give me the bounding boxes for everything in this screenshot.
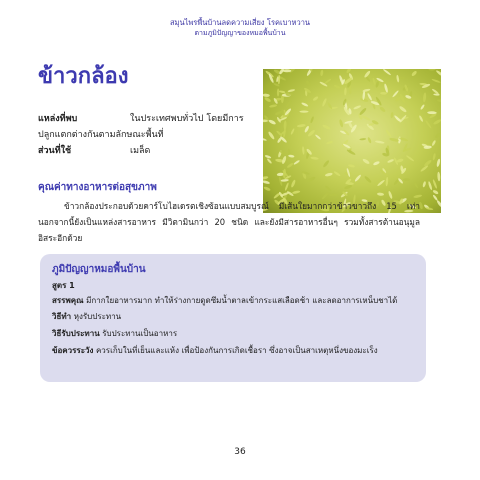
wisdom-heading: ภูมิปัญญาหมอพื้นบ้าน bbox=[52, 264, 146, 275]
rice-grain bbox=[354, 174, 362, 182]
source-label: แหล่งที่พบ bbox=[38, 114, 78, 124]
rice-grain bbox=[380, 92, 387, 95]
rice-grain bbox=[425, 120, 432, 129]
method-row bbox=[52, 311, 424, 323]
rice-grain bbox=[304, 125, 310, 133]
rice-grain bbox=[413, 182, 418, 189]
rice-grain bbox=[264, 96, 272, 102]
rice-grain bbox=[367, 93, 373, 101]
rice-grain bbox=[269, 104, 277, 108]
rice-grain bbox=[422, 181, 426, 188]
rice-grain bbox=[420, 104, 425, 110]
rice-grain bbox=[432, 194, 438, 201]
rice-grain bbox=[301, 102, 309, 107]
rice-grain bbox=[263, 93, 270, 97]
rice-grain bbox=[396, 75, 400, 83]
rice-grain bbox=[406, 155, 415, 162]
rice-grain bbox=[437, 99, 441, 102]
rice-grain bbox=[436, 200, 441, 208]
part-label: ส่วนที่ใช้ bbox=[38, 146, 72, 156]
rice-grain bbox=[324, 78, 331, 84]
rice-grain bbox=[286, 162, 294, 168]
rice-grain bbox=[284, 182, 289, 191]
method-label: วิธีทำ bbox=[52, 312, 72, 321]
rice-grain bbox=[392, 90, 399, 98]
rice-grain bbox=[385, 177, 388, 187]
rice-grain bbox=[372, 77, 376, 85]
rice-grain bbox=[348, 164, 355, 168]
rice-grain bbox=[364, 175, 372, 183]
rice-grain bbox=[419, 115, 424, 122]
rice-grain bbox=[390, 112, 393, 119]
rice-grain bbox=[267, 131, 275, 140]
rice-grain bbox=[303, 87, 311, 94]
nutrition-heading: คุณค่าทางอาหารต่อสุขภาพ bbox=[38, 182, 157, 193]
caution-row bbox=[52, 345, 424, 357]
rice-grain bbox=[353, 105, 361, 110]
rice-grain bbox=[322, 160, 330, 168]
usage-text: รับประทานเป็นอาหาร bbox=[102, 329, 178, 338]
rice-grain bbox=[290, 128, 295, 135]
rice-grain bbox=[299, 111, 308, 113]
rice-grain bbox=[297, 124, 306, 128]
rice-grain bbox=[432, 189, 439, 195]
rice-grain bbox=[263, 186, 271, 192]
rice-grain bbox=[428, 181, 433, 190]
rice-grain bbox=[326, 140, 333, 144]
rice-grain bbox=[349, 86, 351, 95]
rice-grain bbox=[431, 140, 436, 147]
property-label: สรรพคุณ bbox=[52, 296, 84, 305]
rice-grain bbox=[431, 78, 441, 83]
rice-grain bbox=[285, 100, 292, 108]
rice-grain bbox=[293, 160, 300, 166]
rice-grain bbox=[264, 154, 271, 159]
rice-grain bbox=[399, 105, 408, 113]
rice-grain bbox=[423, 92, 427, 102]
page-title: ข้าวกล้อง bbox=[38, 64, 129, 89]
rice-grain bbox=[268, 119, 276, 125]
rice-grain bbox=[432, 179, 438, 189]
rice-grain bbox=[339, 119, 344, 128]
rice-grain bbox=[361, 115, 371, 122]
rice-grain bbox=[359, 107, 368, 116]
usage-row bbox=[52, 328, 424, 340]
rice-grain bbox=[292, 190, 301, 194]
rice-grain bbox=[283, 169, 286, 179]
property-text: มีกากใยอาหารมาก ทำให้ร่างกายดูดซึมน้ำตาลเข้ากระแสเลือดช้า และลดอาการเหน็บชาได้ bbox=[86, 296, 398, 305]
rice-grain bbox=[377, 179, 386, 186]
rice-grain bbox=[403, 178, 410, 181]
rice-grain bbox=[277, 88, 280, 96]
rice-grain bbox=[324, 185, 331, 192]
rice-grain bbox=[333, 171, 341, 177]
rice-grain bbox=[333, 84, 341, 89]
rice-grain bbox=[312, 96, 318, 102]
caution-text: ควรเก็บในที่เย็นและแห้ง เพื่อป้องกันการเกิดเชื้อรา ซึ่งอาจเป็นสาเหตุหนึ่งของมะเร็ง bbox=[95, 346, 378, 355]
rice-grain bbox=[263, 137, 267, 141]
rice-grain bbox=[379, 106, 386, 113]
rice-grain bbox=[310, 156, 318, 160]
rice-grain bbox=[344, 184, 353, 190]
rice-grain bbox=[436, 158, 441, 167]
rice-grain bbox=[434, 132, 440, 138]
rice-grain bbox=[411, 70, 418, 77]
rice-grain bbox=[399, 77, 405, 79]
page-number: 36 bbox=[234, 447, 246, 457]
source-value-1: ในประเทศพบทั่วไป โดยมีการ bbox=[130, 114, 244, 124]
rice-grain bbox=[377, 192, 384, 196]
rice-grain bbox=[307, 129, 316, 137]
rice-grain bbox=[433, 93, 440, 95]
rice-grain bbox=[373, 161, 380, 167]
usage-label: วิธีรับประทาน bbox=[52, 329, 100, 338]
rice-grain bbox=[321, 98, 327, 107]
rice-grain bbox=[320, 70, 324, 77]
method-text: หุงรับประทาน bbox=[73, 312, 122, 321]
rice-grain bbox=[384, 83, 389, 93]
rice-grain bbox=[428, 69, 435, 71]
header-line-1: สมุนไพรพื้นบ้านลดความเสี่ยง โรคเบาหวาน bbox=[169, 18, 311, 27]
nutrition-paragraph: ข้าวกล้องประกอบด้วยคาร์โบไฮเดรตเชิงซ้อนแบบสมบูรณ์ มีเส้นใยมากกว่าข้าวขาวถึง 15 เท่า นอกจากนี้ยังเป็นแหล่งสารอาหาร มีวิตามินกว่า 20 ชนิด และยังมีสารอาหารอื่นๆ รวมทั้งสารต้านอนุมูลอิสระอีกด้วย bbox=[38, 201, 420, 243]
rice-grain bbox=[394, 115, 402, 123]
recipe-text: สูตร 1 bbox=[52, 281, 75, 290]
rice-grain bbox=[367, 137, 372, 144]
header-line-2: ตามภูมิปัญญาของหมอพื้นบ้าน bbox=[194, 29, 286, 37]
rice-grain bbox=[310, 116, 315, 124]
rice-grain bbox=[362, 158, 370, 165]
rice-grain bbox=[290, 179, 296, 188]
rice-grain bbox=[427, 111, 437, 114]
rice-grain bbox=[263, 180, 270, 185]
rice-grain bbox=[432, 153, 436, 161]
part-value: เมล็ด bbox=[130, 146, 151, 156]
part-row bbox=[38, 144, 150, 158]
rice-grain bbox=[383, 69, 392, 76]
source-value-2: ปลูกแตกต่างกันตามลักษณะพื้นที่ bbox=[38, 130, 164, 140]
rice-grain bbox=[306, 176, 316, 183]
rice-grain bbox=[322, 124, 331, 130]
rice-grain bbox=[305, 80, 311, 87]
rice-grain bbox=[375, 140, 385, 144]
page-header bbox=[0, 17, 480, 38]
rice-grain bbox=[435, 70, 441, 78]
rice-grain bbox=[389, 137, 399, 142]
rice-grain bbox=[433, 118, 441, 125]
rice-grain bbox=[279, 90, 286, 93]
rice-grain bbox=[375, 81, 380, 88]
brown-rice-photo bbox=[263, 69, 441, 213]
rice-grain bbox=[301, 171, 310, 176]
rice-grain bbox=[346, 69, 352, 74]
rice-grain bbox=[325, 172, 333, 177]
rice-grain bbox=[263, 176, 269, 180]
source-row bbox=[38, 112, 244, 126]
property-row bbox=[52, 295, 424, 307]
rice-grain bbox=[437, 172, 440, 182]
caution-label: ข้อควรระวัง bbox=[52, 346, 94, 355]
rice-grain bbox=[302, 146, 305, 155]
rice-grain bbox=[387, 159, 394, 164]
rice-grain bbox=[266, 158, 272, 164]
rice-grain bbox=[359, 138, 366, 141]
rice-grain bbox=[315, 134, 322, 140]
rice-grain bbox=[283, 120, 286, 130]
recipe-label bbox=[52, 280, 424, 292]
rice-grain bbox=[329, 194, 338, 197]
rice-grain bbox=[385, 129, 392, 138]
rice-grain bbox=[344, 87, 347, 95]
